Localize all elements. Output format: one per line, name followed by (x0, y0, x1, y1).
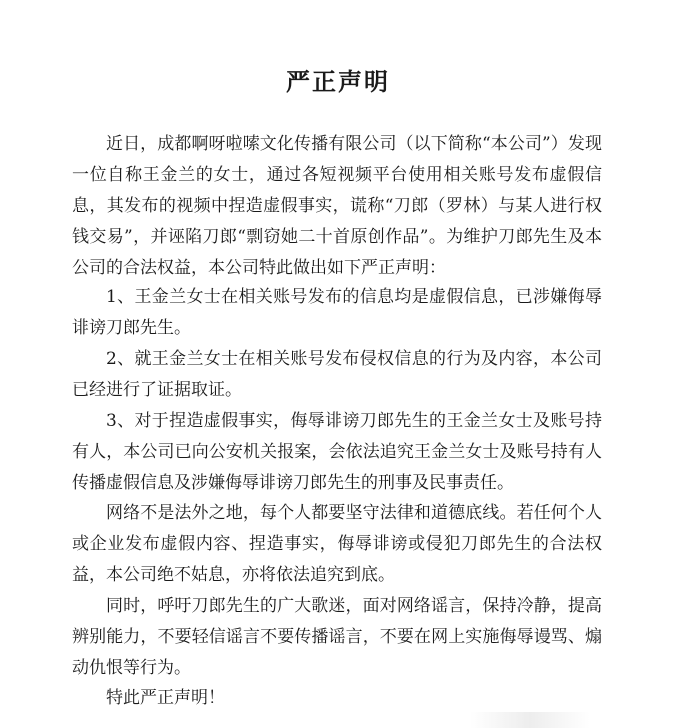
paragraph-point-2: 2、就王金兰女士在相关账号发布侵权信息的行为及内容，本公司已经进行了证据取证。 (72, 349, 602, 400)
paragraph-point-3: 3、对于捏造虚假事实，侮辱诽谤刀郎先生的王金兰女士及账号持有人，本公司已向公安机关报案，会依法追究王金兰女士及账号持有人传播虚假信息及涉嫌侮辱诽谤刀郎先生的刑事及民事责任。 (72, 411, 602, 493)
paragraph-closing: 特此严正声明！ (106, 688, 225, 708)
paragraph-intro: 近日，成都啊呀啦嗦文化传播有限公司（以下简称“本公司”）发现一位自称王金兰的女士，通过各短视频平台使用相关账号发布虚假信息，其发布的视频中捏造虚假事实，谎称“刀郎（罗林）与某人进行权钱交易”，并诬陷刀郎“剽窃她二十首原创作品”。为维护刀郎先生及本公司的合法权益，本公司特此做出如下严正声明： (72, 134, 602, 278)
paragraph-point-1: 1、王金兰女士在相关账号发布的信息均是虚假信息，已涉嫌侮辱诽谤刀郎先生。 (72, 287, 602, 338)
paragraph-fan-appeal: 同时，呼吁刀郎先生的广大歌迷，面对网络谣言，保持冷静，提高辨别能力，不要轻信谣言不要传播谣言，不要在网上实施侮辱谩骂、煽动仇恨等行为。 (72, 596, 602, 678)
paragraph-legal-warning: 网络不是法外之地，每个人都要坚守法律和道德底线。若任何个人或企业发布虚假内容、捏造事实，侮辱诽谤或侵犯刀郎先生的合法权益，本公司绝不姑息，亦将依法追究到底。 (72, 503, 602, 585)
document-title: 严正声明 (286, 67, 390, 96)
scan-shadow (470, 712, 590, 728)
